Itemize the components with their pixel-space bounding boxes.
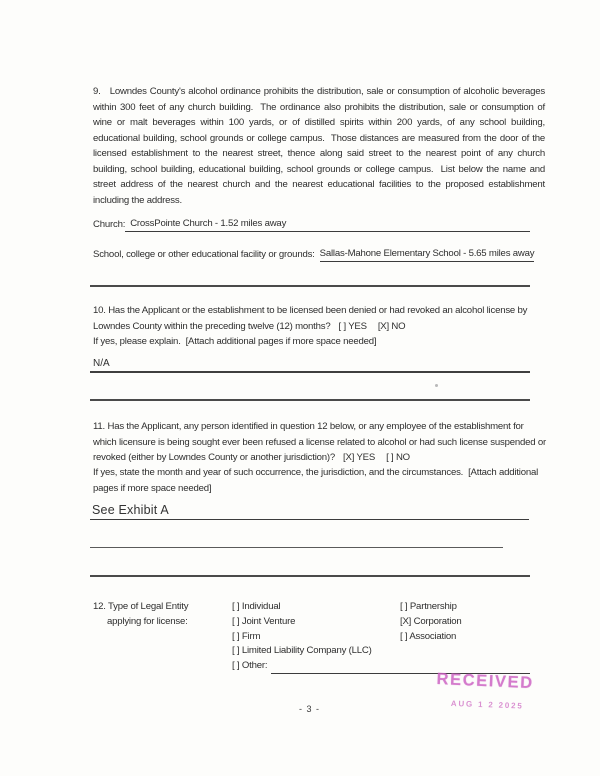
question-12-label: [93, 600, 228, 630]
church-field-row: [93, 218, 530, 232]
q12-entity-column-2: [400, 600, 530, 644]
q11-no-checkbox[interactable]: [ ] NO: [386, 452, 410, 463]
q12-option-partnership[interactable]: [ ] Partnership: [400, 601, 457, 612]
q12-option-corporation[interactable]: [X] Corporation: [400, 615, 462, 627]
q10-no-checkbox[interactable]: [X] NO: [377, 320, 406, 332]
q12-label-line2: applying for license:: [107, 615, 188, 627]
question-11-instruction: If yes, state the month and year of such occurrence, the jurisdiction, and the circumstances. [Attach additional pages if more space needed]: [93, 467, 541, 494]
q10-extra-blank-line[interactable]: [90, 399, 530, 401]
scan-artifact-dot: [435, 384, 438, 387]
q12-option-individual[interactable]: [ ] Individual: [232, 601, 281, 612]
received-stamp-text: RECEIVED: [436, 670, 535, 693]
q12-option-association[interactable]: [ ] Association: [400, 630, 457, 642]
q12-option-llc[interactable]: [ ] Limited Liability Company (LLC): [232, 645, 372, 657]
question-10-instruction: If yes, please explain. [Attach additional pages if more space needed]: [93, 336, 377, 347]
question-11-block: [93, 419, 548, 466]
school-field-label: School, college or other educational facility or grounds:: [93, 249, 315, 260]
q12-option-firm[interactable]: [ ] Firm: [232, 630, 261, 642]
church-field-label: Church:: [93, 219, 126, 230]
q12-option-joint-venture[interactable]: [ ] Joint Venture: [232, 615, 296, 627]
question-10-text: 10. Has the Applicant or the establishment to be licensed been denied or had revoked an alcohol license by Lowndes County within the preceding twelve (12) months?: [93, 305, 530, 332]
received-stamp-date: AUG 1 2 2025: [450, 699, 524, 711]
question-11-text: 11. Has the Applicant, any person identified in question 12 below, or any employee of the establishment for which licensure is being sought ever been refused a license related to alcohol or had such license suspended or revoked (either by Lowndes County or another jurisdiction)?: [93, 421, 549, 463]
q11-yes-checkbox[interactable]: [X] YES: [343, 452, 376, 463]
church-field-value[interactable]: CrossPointe Church - 1.52 miles away: [125, 218, 530, 232]
q11-blank-line-1[interactable]: [90, 547, 503, 548]
question-10-block: [93, 303, 545, 334]
school-field-value[interactable]: Sallas-Mahone Elementary School - 5.65 miles away: [320, 248, 535, 262]
page-number: - 3 -: [299, 704, 321, 714]
q11-answer-line[interactable]: See Exhibit A: [90, 503, 529, 520]
q12-option-other[interactable]: [ ] Other:: [232, 660, 268, 672]
q10-answer-line[interactable]: N/A: [90, 358, 530, 373]
q10-yes-checkbox[interactable]: [ ] YES: [338, 320, 367, 332]
blank-address-line[interactable]: [90, 285, 530, 287]
school-field-row: [93, 248, 573, 262]
q11-blank-line-2[interactable]: [90, 575, 530, 577]
q12-label-line1: 12. Type of Legal Entity: [93, 601, 189, 612]
question-9-paragraph: 9. Lowndes County's alcohol ordinance prohibits the distribution, sale or consumption of alcoholic beverages within 300 feet of any church building. The ordinance also prohibits the distribution, sale or consumption of wine or malt beverages within 100 yards, or of distilled spirits within 200 yards, of any school building, educational building, school grounds or college campus. Those distances are measured from the door of the licensed establishment to the nearest street, thence along said street to the nearest point of any church building, school building, educational building, school grounds or college campus. List below the name and street address of the nearest church and the nearest educational facilities to the proposed establishment including the address.: [93, 86, 548, 206]
